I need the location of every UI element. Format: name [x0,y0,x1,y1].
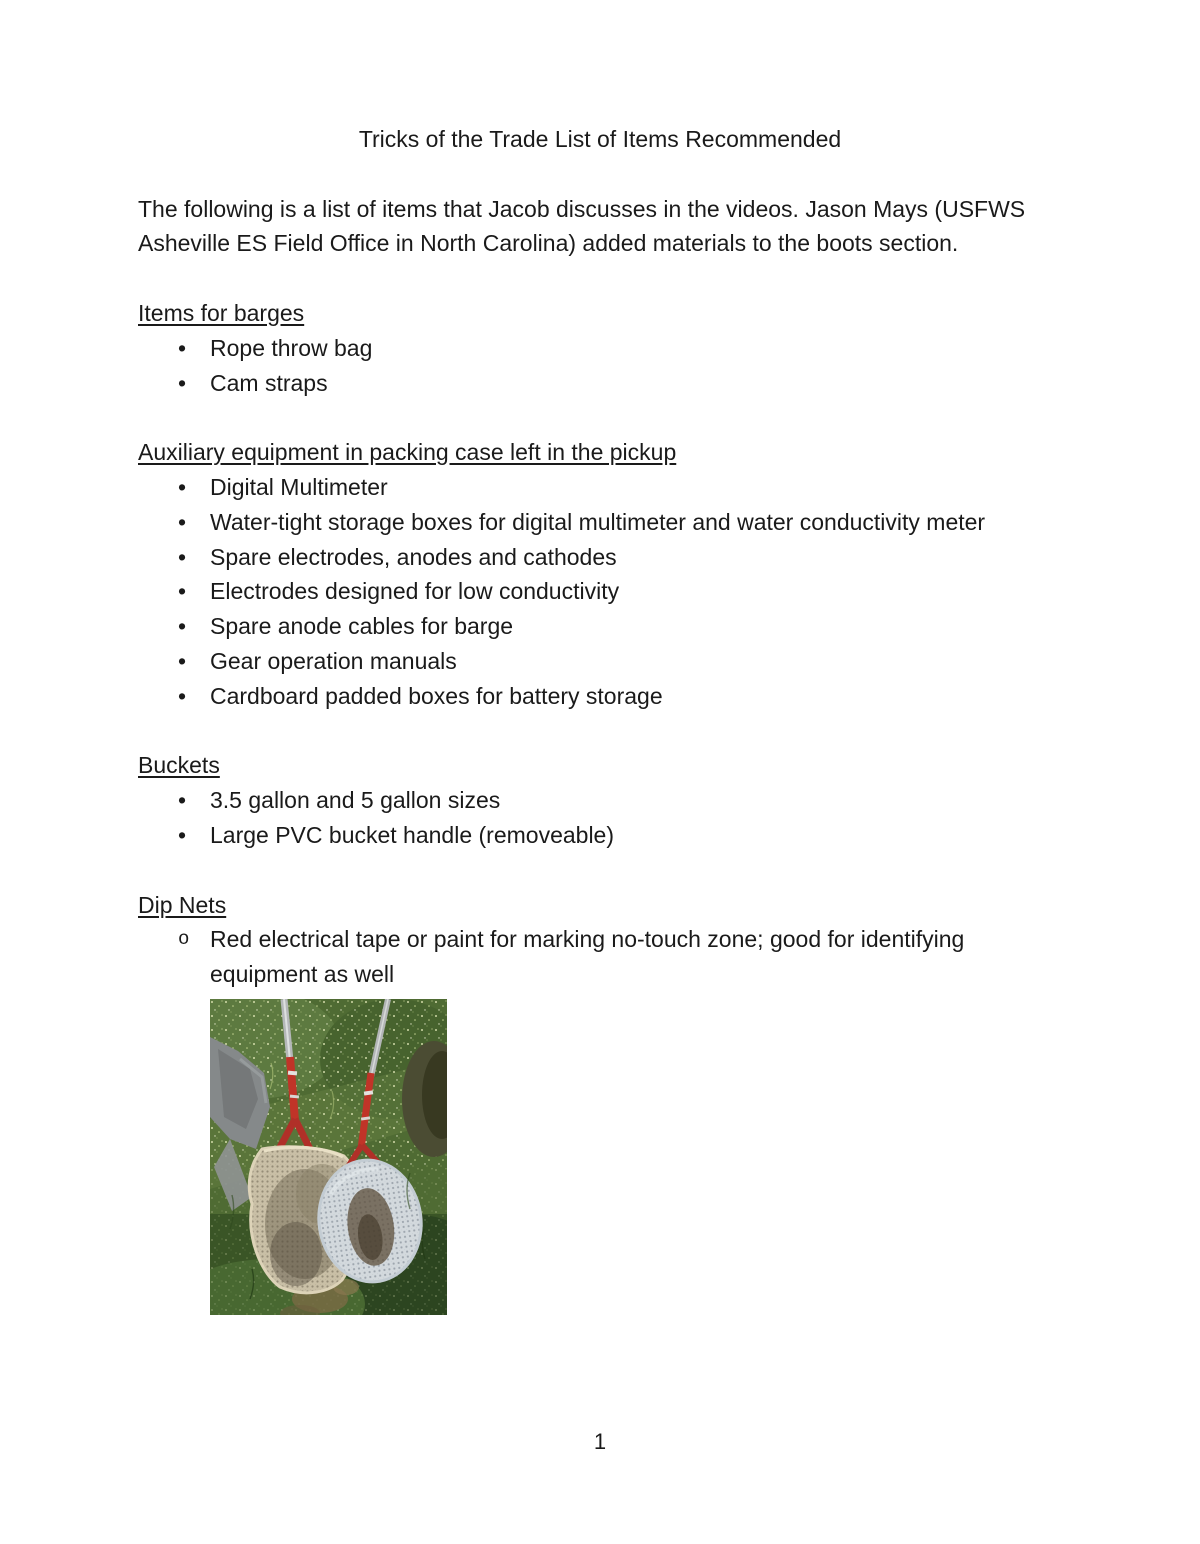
list-item [138,783,1062,818]
list-item-text: Cardboard padded boxes for battery storage [210,682,663,709]
list-item [138,679,1062,714]
bullet-list [138,783,1062,853]
bullet-marker: • [178,543,187,570]
list-item [138,644,1062,679]
bullet-marker: • [178,578,187,605]
section-heading: Dip Nets [138,891,227,918]
bullet-marker: • [178,473,187,500]
list-item [138,609,1062,644]
document-body [138,122,1062,1315]
list-item-text: Electrodes designed for low conductivity [210,578,620,605]
list-item [138,922,1062,992]
section-dip-nets [138,888,1062,1315]
list-item [138,818,1062,853]
bullet-marker: • [178,613,187,640]
intro-paragraph: The following is a list of items that Jacob discusses in the videos. Jason Mays (USFWS Asheville ES Field Office in North Carolina) added materials to the boots section. [138,195,1026,257]
bullet-list [138,922,1062,992]
section-auxiliary-equipment [138,435,1062,713]
section-buckets [138,748,1062,852]
bullet-list [138,331,1062,401]
dip-nets-photo [210,999,447,1315]
list-item [138,505,1062,540]
section-items-for-barges [138,296,1062,400]
list-item-text: Large PVC bucket handle (removeable) [210,821,615,848]
page-number: 1 [593,1429,607,1454]
bullet-marker: • [178,369,187,396]
bullet-marker: • [178,508,187,535]
list-item [138,574,1062,609]
list-item-text: Spare anode cables for barge [210,613,514,640]
section-heading: Auxiliary equipment in packing case left in the pickup [138,439,677,466]
section-heading: Items for barges [138,299,305,326]
bullet-marker: • [178,647,187,674]
list-item-text: Red electrical tape or paint for marking no-touch zone; good for identifying equipment as well [210,926,965,988]
bullet-list [138,470,1062,714]
list-item-text: 3.5 gallon and 5 gallon sizes [210,787,501,814]
circle-bullet-marker: o [178,928,190,951]
list-item-text: Digital Multimeter [210,473,388,500]
bullet-marker: • [178,682,187,709]
list-item-text: Water-tight storage boxes for digital multimeter and water conductivity meter [210,508,986,535]
bullet-marker: • [178,787,187,814]
list-item-text: Cam straps [210,369,328,396]
list-item [138,470,1062,505]
bullet-marker: • [178,821,187,848]
list-item [138,366,1062,401]
bullet-marker: • [178,334,187,361]
section-heading: Buckets [138,752,220,779]
list-item-text: Gear operation manuals [210,647,457,674]
list-item [138,331,1062,366]
list-item [138,540,1062,575]
document-title: Tricks of the Trade List of Items Recommended [358,126,842,152]
list-item-text: Rope throw bag [210,334,373,361]
list-item-text: Spare electrodes, anodes and cathodes [210,543,617,570]
